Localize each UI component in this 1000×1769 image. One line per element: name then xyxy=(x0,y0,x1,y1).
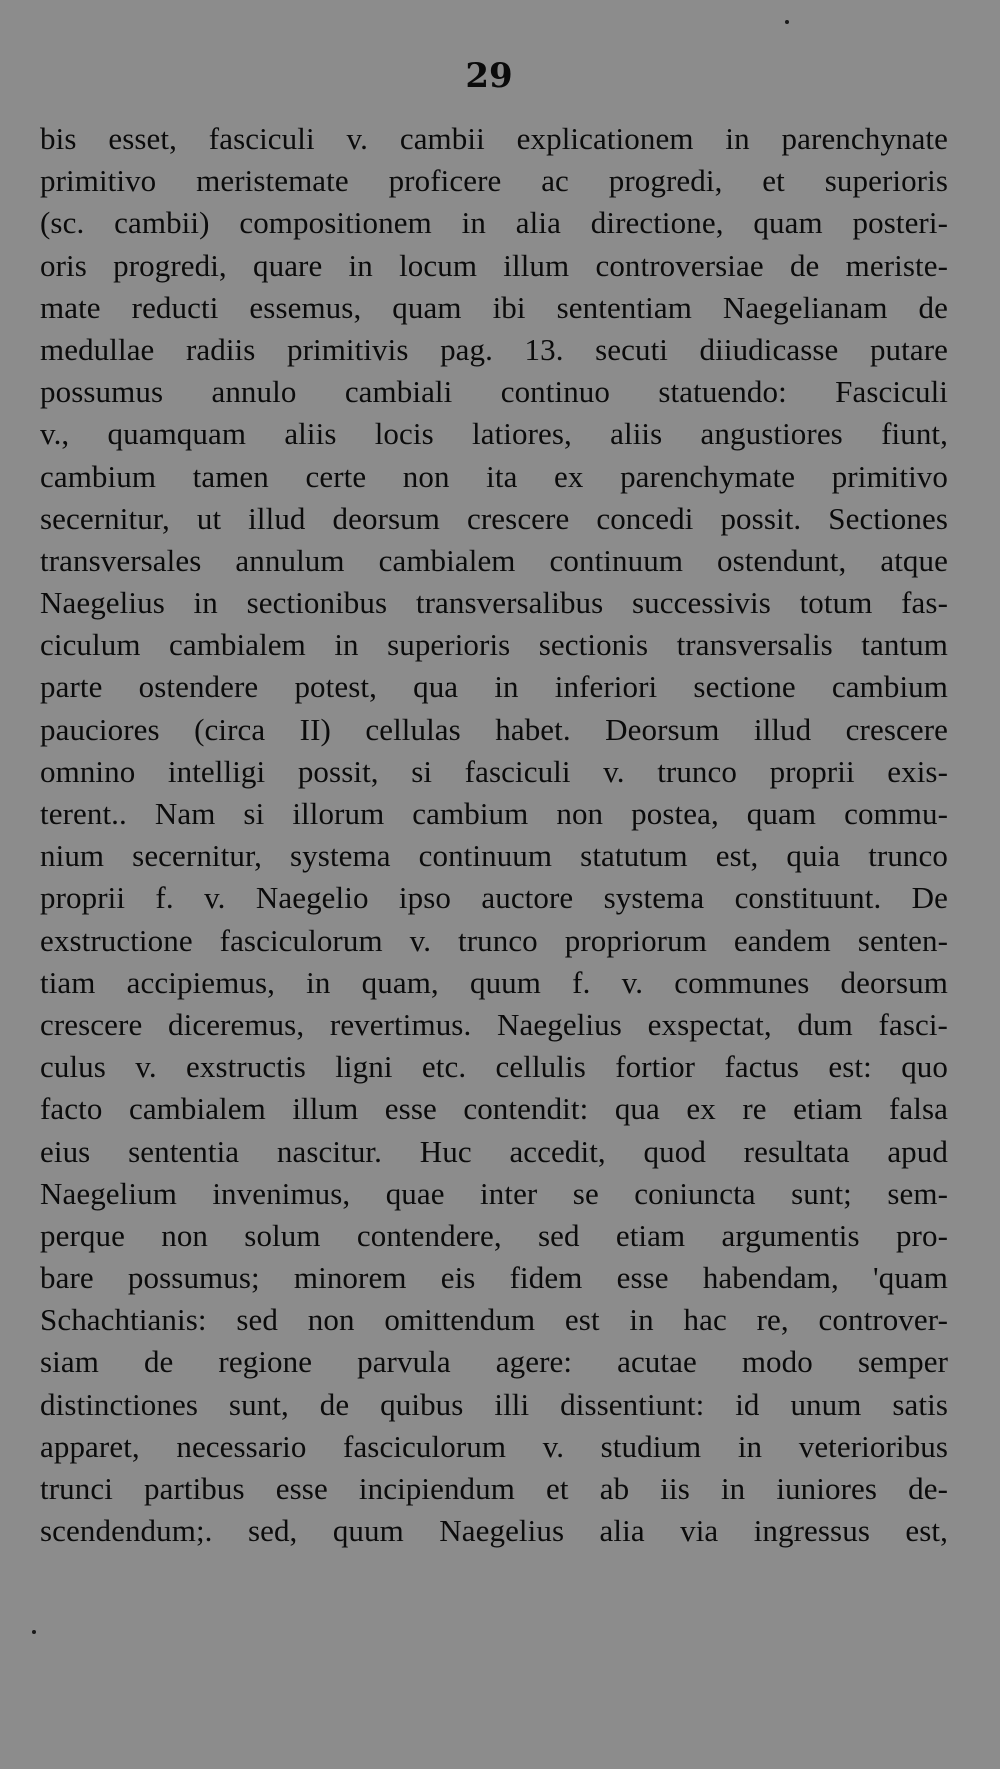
text-line: culus v. exstructis ligni etc. cellulis fortior factus est: quo xyxy=(40,1049,948,1085)
text-line: Naegelium invenimus, quae inter se coniuncta sunt; sem- xyxy=(40,1175,948,1211)
text-line: terent.. Nam si illorum cambium non postea, quam commu- xyxy=(40,796,948,831)
text-line: facto cambialem illum esse contendit: qua ex re etiam falsa xyxy=(40,1091,948,1127)
text-line: trunci partibus esse incipiendum et ab iis in iuniores de- xyxy=(40,1471,948,1506)
text-line: ciculum cambialem in superioris sectionis transversalis tantum xyxy=(40,627,948,663)
text-line: Schachtianis: sed non omittendum est in hac re, controver- xyxy=(40,1302,948,1338)
text-line: exstructione fasciculorum v. trunco propriorum eandem senten- xyxy=(40,922,948,958)
text-line: possumus annulo cambiali continuo statuendo: Fasciculi xyxy=(40,374,948,410)
text-line: perque non solum contendere, sed etiam argumentis pro- xyxy=(40,1217,948,1253)
text-line: proprii f. v. Naegelio ipso auctore systema constituunt. De xyxy=(40,880,948,916)
text-line: cambium tamen certe non ita ex parenchymate primitivo xyxy=(40,458,948,494)
text-line: mate reducti essemus, quam ibi sententiam Naegelianam de xyxy=(40,289,948,325)
text-line: pauciores (circa II) cellulas habet. Deorsum illud crescere xyxy=(40,711,948,747)
text-line: transversales annulum cambialem continuum ostendunt, atque xyxy=(40,542,948,578)
text-line: primitivo meristemate proficere ac progredi, et superioris xyxy=(40,163,948,199)
text-line: medullae radiis primitivis pag. 13. secuti diiudicasse putare xyxy=(40,331,948,367)
text-line: scendendum;. sed, quum Naegelius alia via ingressus est, xyxy=(40,1513,948,1549)
text-line: v., quamquam aliis locis latiores, aliis angustiores fiunt, xyxy=(40,416,948,452)
body-text xyxy=(40,118,948,1552)
text-line: parte ostendere potest, qua in inferiori sectione cambium xyxy=(40,669,948,705)
text-line: secernitur, ut illud deorsum crescere concedi possit. Sectiones xyxy=(40,500,948,536)
text-line: crescere diceremus, revertimus. Naegelius exspectat, dum fasci- xyxy=(40,1006,948,1042)
text-line: oris progredi, quare in locum illum controversiae de meriste- xyxy=(40,247,948,283)
text-line: eius sententia nascitur. Huc accedit, quod resultata apud xyxy=(40,1133,948,1169)
text-line: omnino intelligi possit, si fasciculi v. trunco proprii exis- xyxy=(40,753,948,789)
text-line: tiam accipiemus, in quam, quum f. v. communes deorsum xyxy=(40,964,948,1000)
text-line: distinctiones sunt, de quibus illi dissentiunt: id unum satis xyxy=(40,1386,948,1422)
ink-speck xyxy=(785,20,789,24)
text-line: bis esset, fasciculi v. cambii explicationem in parenchynate xyxy=(40,121,948,156)
text-line: apparet, necessario fasciculorum v. studium in veterioribus xyxy=(40,1428,948,1464)
text-line: bare possumus; minorem eis fidem esse habendam, 'quam xyxy=(40,1260,948,1296)
page-number: 29 xyxy=(465,56,513,96)
text-line: (sc. cambii) compositionem in alia directione, quam posteri- xyxy=(40,205,948,241)
text-line: Naegelius in sectionibus transversalibus successivis totum fas- xyxy=(40,585,948,621)
text-line: siam de regione parvula agere: acutae modo semper xyxy=(40,1344,948,1380)
ink-speck xyxy=(32,1630,36,1634)
text-line: nium secernitur, systema continuum statutum est, quia trunco xyxy=(40,838,948,874)
